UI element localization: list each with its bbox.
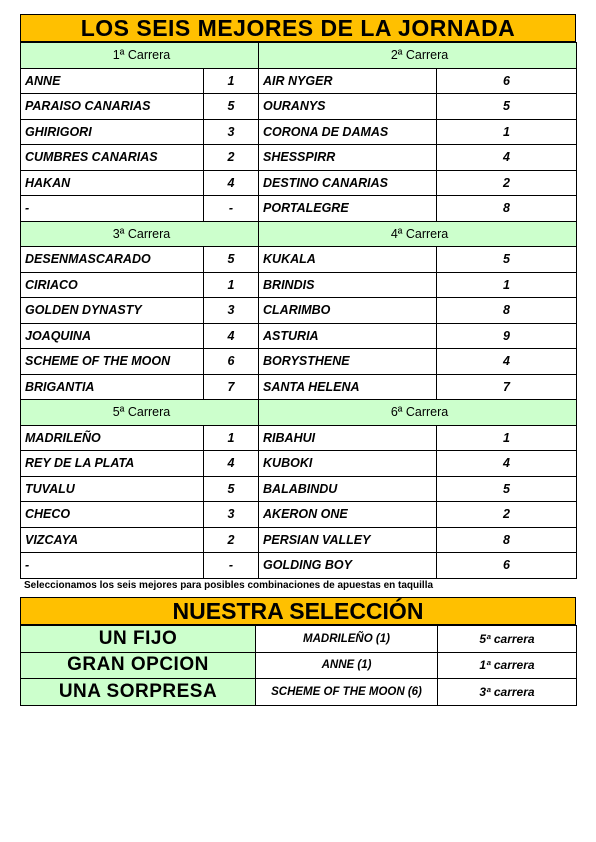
selection-pick: MADRILEÑO (1) <box>256 626 438 653</box>
selection-race: 3ª carrera <box>438 679 577 706</box>
horse-position: 5 <box>437 247 577 273</box>
horse-name: - <box>21 553 204 579</box>
selection-race: 1ª carrera <box>438 652 577 679</box>
selection-race: 5ª carrera <box>438 626 577 653</box>
table-row <box>21 553 577 579</box>
horse-position: - <box>204 196 259 222</box>
horse-position: 2 <box>437 170 577 196</box>
races-table <box>20 42 577 579</box>
horse-position: 3 <box>204 119 259 145</box>
horse-name: AIR NYGER <box>259 68 437 94</box>
horse-name: - <box>21 196 204 222</box>
horse-position: 7 <box>204 374 259 400</box>
horse-position: 2 <box>204 145 259 171</box>
horse-position: 2 <box>204 527 259 553</box>
race-header-row <box>21 400 577 426</box>
horse-name: PARAISO CANARIAS <box>21 94 204 120</box>
race-header-left: 1ª Carrera <box>21 43 259 69</box>
selection-note: Seleccionamos los seis mejores para posibles combinaciones de apuestas en taquilla <box>24 580 434 591</box>
horse-position: 1 <box>437 272 577 298</box>
table-row <box>21 170 577 196</box>
race-header-row <box>21 43 577 69</box>
race-header-row <box>21 221 577 247</box>
horse-position: 9 <box>437 323 577 349</box>
horse-name: RIBAHUI <box>259 425 437 451</box>
horse-name: CLARIMBO <box>259 298 437 324</box>
horse-name: BALABINDU <box>259 476 437 502</box>
horse-position: - <box>204 553 259 579</box>
horse-name: CHECO <box>21 502 204 528</box>
horse-name: DESTINO CANARIAS <box>259 170 437 196</box>
horse-name: OURANYS <box>259 94 437 120</box>
horse-name: CORONA DE DAMAS <box>259 119 437 145</box>
table-row <box>21 527 577 553</box>
horse-name: ANNE <box>21 68 204 94</box>
horse-name: BRINDIS <box>259 272 437 298</box>
horse-position: 6 <box>204 349 259 375</box>
selection-title: NUESTRA SELECCIÓN <box>20 597 576 625</box>
horse-position: 1 <box>437 425 577 451</box>
horse-name: KUBOKI <box>259 451 437 477</box>
horse-position: 1 <box>204 425 259 451</box>
page-title: LOS SEIS MEJORES DE LA JORNADA <box>20 14 576 42</box>
table-row <box>21 298 577 324</box>
selection-row <box>21 626 577 653</box>
table-row <box>21 451 577 477</box>
table-row <box>21 94 577 120</box>
horse-name: SANTA HELENA <box>259 374 437 400</box>
horse-name: GHIRIGORI <box>21 119 204 145</box>
horse-name: VIZCAYA <box>21 527 204 553</box>
horse-name: BRIGANTIA <box>21 374 204 400</box>
horse-position: 8 <box>437 298 577 324</box>
horse-position: 8 <box>437 196 577 222</box>
horse-position: 7 <box>437 374 577 400</box>
horse-name: TUVALU <box>21 476 204 502</box>
horse-name: JOAQUINA <box>21 323 204 349</box>
horse-position: 5 <box>437 476 577 502</box>
horse-position: 3 <box>204 502 259 528</box>
horse-position: 1 <box>437 119 577 145</box>
horse-position: 6 <box>437 553 577 579</box>
horse-name: AKERON ONE <box>259 502 437 528</box>
horse-name: SHESSPIRR <box>259 145 437 171</box>
horse-position: 5 <box>204 476 259 502</box>
horse-position: 1 <box>204 68 259 94</box>
horse-name: PERSIAN VALLEY <box>259 527 437 553</box>
race-header-left: 3ª Carrera <box>21 221 259 247</box>
horse-name: DESENMASCARADO <box>21 247 204 273</box>
selection-row <box>21 679 577 706</box>
selection-pick: ANNE (1) <box>256 652 438 679</box>
horse-name: ASTURIA <box>259 323 437 349</box>
horse-name: PORTALEGRE <box>259 196 437 222</box>
horse-name: SCHEME OF THE MOON <box>21 349 204 375</box>
table-row <box>21 476 577 502</box>
horse-position: 2 <box>437 502 577 528</box>
horse-name: KUKALA <box>259 247 437 273</box>
horse-name: CIRIACO <box>21 272 204 298</box>
race-header-right: 4ª Carrera <box>259 221 577 247</box>
race-header-right: 2ª Carrera <box>259 43 577 69</box>
horse-position: 4 <box>204 323 259 349</box>
horse-position: 4 <box>437 451 577 477</box>
horse-name: MADRILEÑO <box>21 425 204 451</box>
table-row <box>21 196 577 222</box>
selection-category: GRAN OPCION <box>21 652 256 679</box>
horse-position: 5 <box>204 94 259 120</box>
table-row <box>21 502 577 528</box>
horse-name: CUMBRES CANARIAS <box>21 145 204 171</box>
table-row <box>21 323 577 349</box>
horse-name: BORYSTHENE <box>259 349 437 375</box>
table-row <box>21 119 577 145</box>
table-row <box>21 425 577 451</box>
horse-position: 1 <box>204 272 259 298</box>
horse-position: 4 <box>204 170 259 196</box>
table-row <box>21 349 577 375</box>
horse-name: GOLDING BOY <box>259 553 437 579</box>
horse-position: 4 <box>437 349 577 375</box>
selection-category: UN FIJO <box>21 626 256 653</box>
table-row <box>21 374 577 400</box>
table-row <box>21 68 577 94</box>
table-row <box>21 145 577 171</box>
horse-name: HAKAN <box>21 170 204 196</box>
selection-row <box>21 652 577 679</box>
race-header-right: 6ª Carrera <box>259 400 577 426</box>
horse-position: 3 <box>204 298 259 324</box>
selection-category: UNA SORPRESA <box>21 679 256 706</box>
horse-name: GOLDEN DYNASTY <box>21 298 204 324</box>
horse-position: 4 <box>204 451 259 477</box>
horse-position: 8 <box>437 527 577 553</box>
horse-position: 4 <box>437 145 577 171</box>
horse-name: REY DE LA PLATA <box>21 451 204 477</box>
selection-table <box>20 625 577 706</box>
table-row <box>21 247 577 273</box>
horse-position: 5 <box>204 247 259 273</box>
horse-position: 5 <box>437 94 577 120</box>
table-row <box>21 272 577 298</box>
selection-pick: SCHEME OF THE MOON (6) <box>256 679 438 706</box>
horse-position: 6 <box>437 68 577 94</box>
race-header-left: 5ª Carrera <box>21 400 259 426</box>
